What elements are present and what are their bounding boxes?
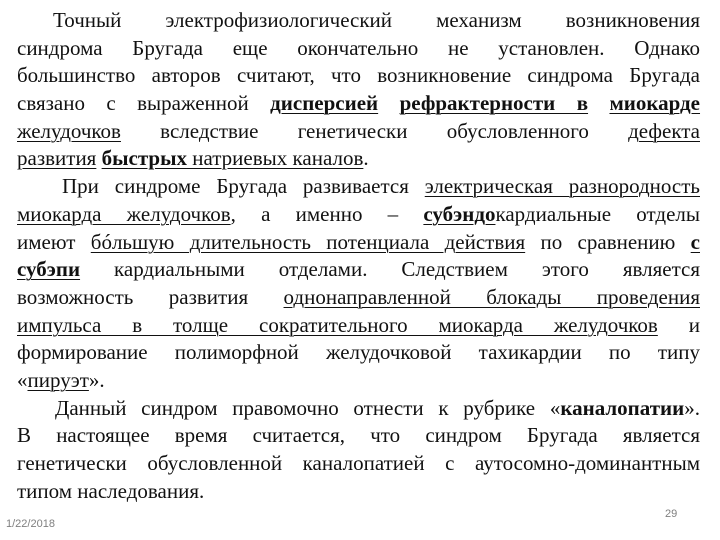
text-segment: миокарда желудочков [17, 201, 231, 226]
text-segment: типом наследования. [17, 478, 205, 503]
text-segment [588, 91, 609, 115]
text-line [17, 450, 700, 478]
text-segment: быстрых [101, 146, 187, 171]
text-segment: бóльшую длительность потенциала действия [90, 229, 526, 254]
text-segment: пируэт [27, 367, 89, 392]
text-line [17, 395, 700, 423]
text-line [17, 312, 700, 340]
text-segment: В настоящее время считается, что синдром Бругада является [17, 423, 700, 448]
text-segment: дисперсией [270, 91, 379, 116]
footer-date: 1/22/2018 [6, 518, 55, 530]
text-segment [378, 91, 399, 115]
text-segment: субэндо [423, 201, 496, 226]
text-segment: по сравнению [525, 229, 691, 254]
page-number: 29 [665, 508, 678, 520]
text-segment: кардиальные отделы [495, 201, 700, 226]
text-segment: однонаправленной блокады проведения [283, 284, 700, 309]
text-line [17, 422, 700, 450]
text-segment: желудочков [17, 118, 121, 143]
text-line [17, 118, 700, 146]
text-segment: связано с выраженной [17, 91, 271, 116]
text-line [17, 62, 700, 90]
text-segment: большинство авторов считают, что возникновение синдрома Бругада [17, 63, 700, 88]
text-segment: субэпи [17, 257, 81, 282]
text-segment: При синдроме Бругада развивается [62, 174, 425, 199]
text-segment: имеют [17, 229, 91, 254]
text-segment: рефрактерности в [399, 91, 589, 116]
text-segment: импульса в толще сократительного миокарда желудочков [17, 312, 658, 337]
text-segment: генетически обусловленной каналопатией с аутосомно-доминантным [17, 451, 700, 475]
text-segment: возможность развития [17, 284, 284, 309]
text-segment: Данный синдром правомочно отнести к рубрике « [55, 395, 561, 420]
text-line [17, 173, 700, 201]
text-segment: вследствие генетически обусловленного [120, 118, 629, 143]
text-segment: « [17, 367, 28, 392]
text-segment: дефекта [628, 118, 700, 143]
text-segment: развития [17, 146, 97, 171]
text-line [17, 35, 700, 63]
text-line [17, 478, 700, 506]
text-line [17, 256, 700, 284]
text-segment: кардиальными отделами. Следствием этого является [80, 257, 700, 282]
paragraph [17, 7, 700, 173]
text-block [17, 7, 700, 505]
text-segment: электрическая разнородность [424, 174, 700, 199]
text-segment: формирование полиморфной желудочковой тахикардии по типу [17, 340, 700, 365]
text-segment: ». [88, 367, 105, 392]
text-line [17, 90, 700, 118]
text-line [17, 201, 700, 229]
text-line [17, 145, 700, 173]
text-segment: каналопатии [560, 395, 685, 420]
text-segment: синдрома Бругада еще окончательно не установлен. Однако [17, 35, 700, 60]
text-segment: миокарде [609, 91, 701, 116]
text-segment: ». [684, 395, 700, 420]
text-line [17, 367, 700, 395]
text-line [17, 284, 700, 312]
text-line [17, 7, 700, 35]
paragraph [17, 395, 700, 506]
text-segment: Точный электрофизиологический механизм возникновения [53, 8, 700, 32]
text-segment: и [657, 312, 700, 337]
text-line [17, 339, 700, 367]
text-segment: натриевых каналов [186, 146, 364, 171]
text-segment: . [363, 146, 369, 171]
paragraph [17, 173, 700, 395]
text-line [17, 229, 700, 257]
text-segment: , а именно – [230, 201, 424, 226]
text-segment: с [690, 229, 700, 254]
